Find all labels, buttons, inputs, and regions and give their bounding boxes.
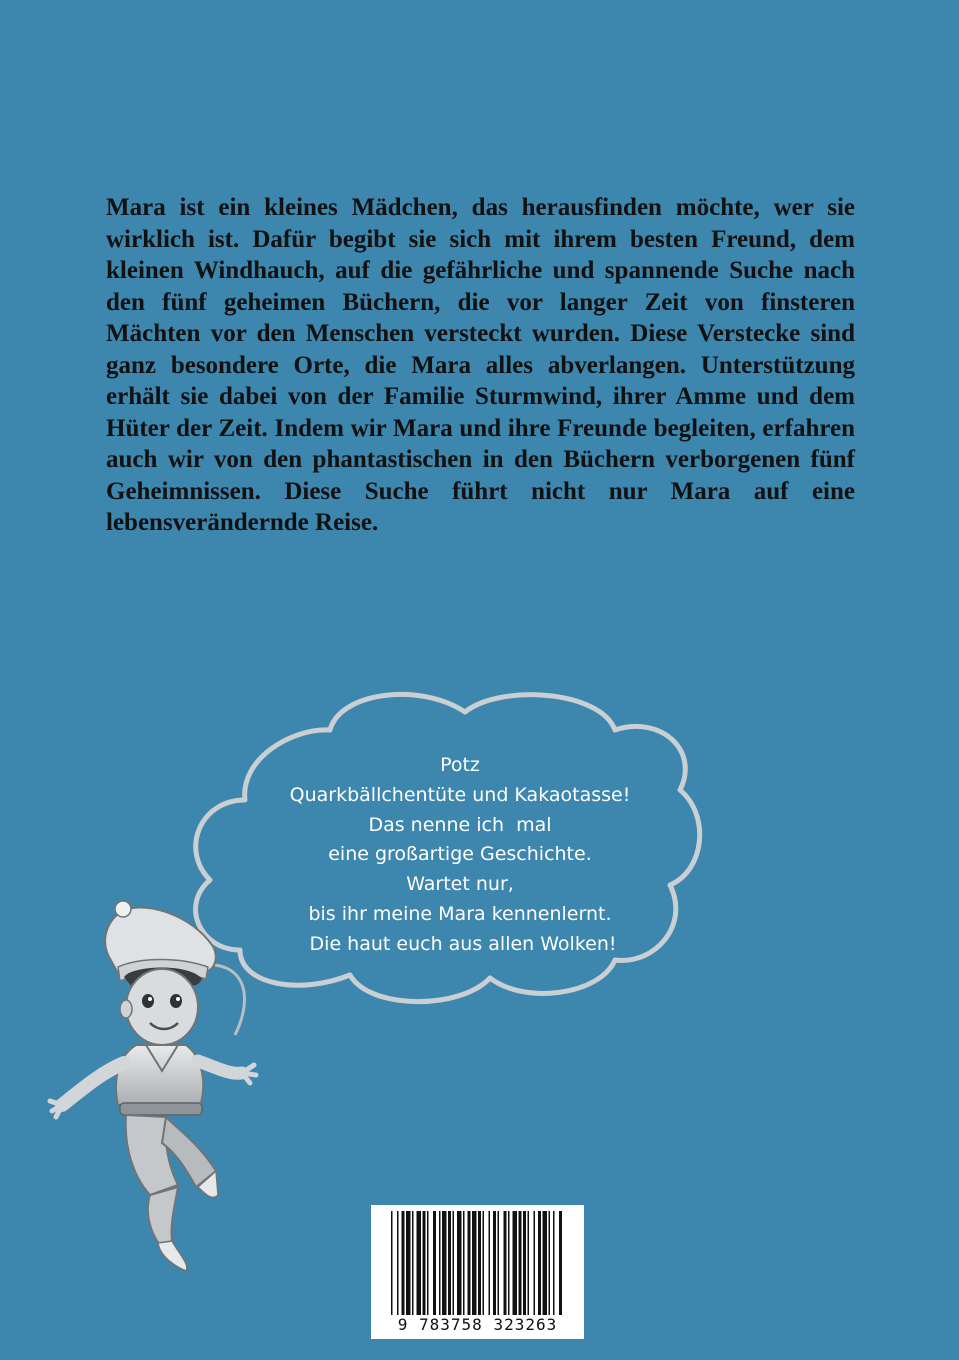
barcode-bar bbox=[493, 1211, 496, 1315]
barcode-bar bbox=[417, 1211, 422, 1315]
barcode-bar bbox=[433, 1211, 436, 1315]
barcode-bar bbox=[508, 1211, 510, 1315]
barcode-bar bbox=[553, 1211, 555, 1315]
speech-line: Potz bbox=[440, 754, 480, 776]
barcode-bar bbox=[468, 1211, 471, 1315]
barcode-bar bbox=[406, 1211, 411, 1315]
barcode-bar bbox=[439, 1211, 441, 1315]
barcode-bar bbox=[559, 1211, 562, 1315]
barcode-bar bbox=[483, 1211, 485, 1315]
barcode-bar bbox=[463, 1211, 465, 1315]
barcode-bar bbox=[538, 1211, 541, 1315]
barcode-bar bbox=[543, 1211, 548, 1315]
barcode-bar bbox=[528, 1211, 530, 1315]
barcode-bar bbox=[442, 1211, 447, 1315]
jumping-boy-with-nightcap-icon bbox=[40, 895, 280, 1285]
barcode-bar bbox=[397, 1211, 399, 1315]
barcode-bar bbox=[534, 1211, 536, 1315]
barcode-bar bbox=[472, 1211, 477, 1315]
barcode-bar bbox=[427, 1211, 429, 1315]
barcode-bar bbox=[549, 1211, 551, 1315]
speech-line: Wartet nur, bbox=[406, 873, 514, 896]
barcode-bar bbox=[519, 1211, 522, 1315]
barcode-bar bbox=[498, 1211, 500, 1315]
barcode-bar bbox=[523, 1211, 526, 1315]
book-blurb: Mara ist ein kleines Mädchen, das herausfinden möchte, wer sie wirklich ist. Dafür begibt sie sich mit ihrem besten Freund, dem kleinen Windhauch, auf die gefährliche und spannende Suche nach den fünf geheimen Büchern, die vor langer Zeit von finsteren Mächten vor den Menschen versteckt wurden. Diese Verstecke sind ganz besondere Orte, die Mara alles abverlangen. Unterstützung erhält sie dabei von der Familie Sturmwind, ihrer Amme und dem Hüter der Zeit. Indem wir Mara und ihre Freunde begleiten, erfahren auch wir von den phantastischen in den Büchern verborgenen fünf Geheimnissen. Diese Suche führt nicht nur Mara auf eine lebensverändernde Reise. bbox=[106, 194, 855, 536]
barcode-bar bbox=[513, 1211, 518, 1315]
barcode-bar bbox=[478, 1211, 481, 1315]
speech-line: bis ihr meine Mara kennenlernt. bbox=[308, 902, 612, 925]
isbn-number: 9 783758 323263 bbox=[397, 1315, 558, 1334]
speech-line: Das nenne ich mal bbox=[368, 813, 552, 836]
barcode-bar bbox=[448, 1211, 451, 1315]
barcode-bar bbox=[453, 1211, 455, 1315]
speech-line: Die haut euch aus allen Wolken! bbox=[303, 932, 617, 955]
barcode-bars-icon bbox=[371, 1205, 584, 1317]
speech-bubble-text bbox=[255, 751, 665, 960]
speech-line: eine großartige Geschichte. bbox=[328, 843, 592, 866]
speech-line: Quarkbällchentüte und Kakaotasse! bbox=[289, 783, 631, 806]
barcode-bar bbox=[457, 1211, 462, 1315]
barcode-bar bbox=[504, 1211, 507, 1315]
barcode-bar bbox=[402, 1211, 405, 1315]
barcode-bar bbox=[423, 1211, 426, 1315]
barcode-bar bbox=[489, 1211, 491, 1315]
barcode-bar bbox=[391, 1211, 393, 1315]
isbn-barcode bbox=[371, 1205, 584, 1339]
barcode-bar bbox=[412, 1211, 414, 1315]
